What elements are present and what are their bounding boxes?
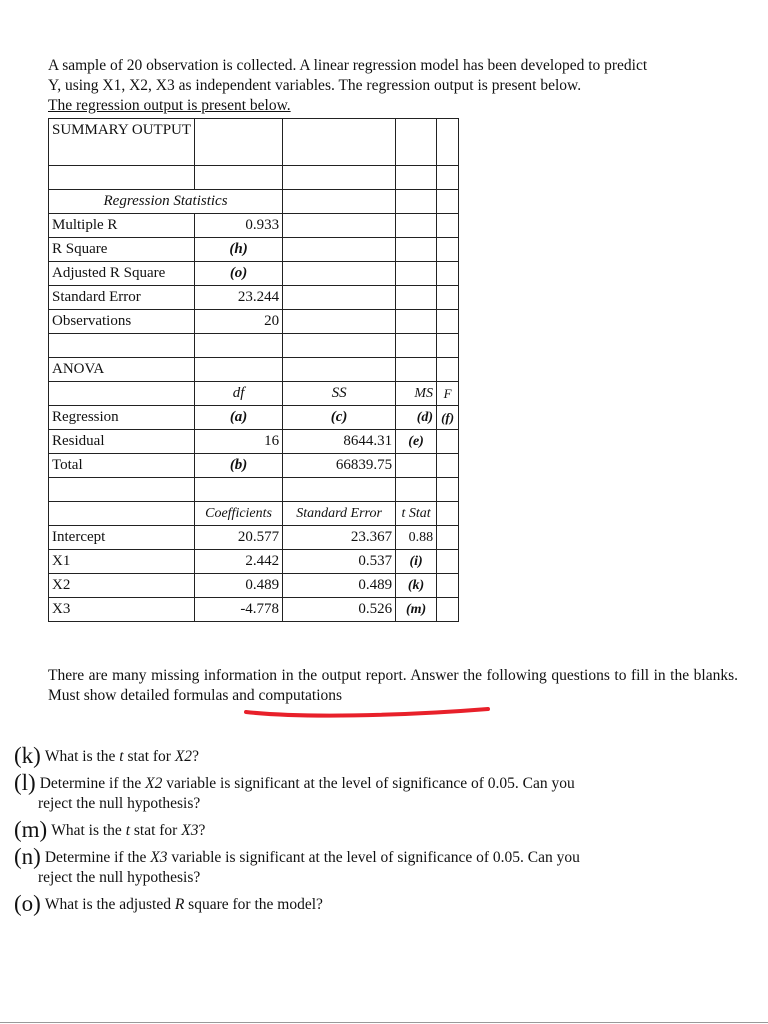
question-label: (l) xyxy=(14,770,36,795)
reg-stat-value: 20 xyxy=(195,310,283,334)
coef-t-stat: (i) xyxy=(396,550,437,574)
question-label: (m) xyxy=(14,817,48,842)
question-italic: X3 xyxy=(150,849,168,866)
anova-header-df: df xyxy=(195,382,283,406)
question-k xyxy=(14,743,734,768)
coef-t-stat: (k) xyxy=(396,574,437,598)
anova-row xyxy=(49,430,459,454)
question-list xyxy=(14,743,734,921)
instructions-text xyxy=(48,666,738,706)
summary-title: SUMMARY OUTPUT xyxy=(49,119,195,166)
coef-value: 0.489 xyxy=(195,574,283,598)
anova-row xyxy=(49,454,459,478)
question-text: ? xyxy=(198,822,206,839)
anova-title: ANOVA xyxy=(49,358,195,382)
regression-statistics-header: Regression Statistics xyxy=(49,190,283,214)
question-n xyxy=(14,844,734,888)
anova-df: (b) xyxy=(195,454,283,478)
question-label: (o) xyxy=(14,891,41,916)
reg-stat-label: Multiple R xyxy=(49,214,195,238)
anova-row-label: Regression xyxy=(49,406,195,430)
anova-ss: 8644.31 xyxy=(283,430,396,454)
intro-line-2: Y, using X1, X2, X3 as independent variables. The regression output is present below. xyxy=(48,77,582,94)
coef-se: 0.526 xyxy=(283,598,396,622)
question-text: stat for xyxy=(123,748,175,765)
coef-row-label: X3 xyxy=(49,598,195,622)
question-italic: X2 xyxy=(145,775,163,792)
reg-stat-row xyxy=(49,214,459,238)
instructions-emphasis: detailed formulas and computations xyxy=(120,687,343,704)
coef-header-t-stat: t Stat xyxy=(396,502,437,526)
coef-value: 20.577 xyxy=(195,526,283,550)
reg-stat-label: Standard Error xyxy=(49,286,195,310)
anova-header-ss: SS xyxy=(283,382,396,406)
intro-line-1: A sample of 20 observation is collected. A linear regression model has been developed to predict xyxy=(48,57,648,74)
intro-line-3: The regression output is present below. xyxy=(48,97,291,114)
question-text: What is the xyxy=(44,748,120,765)
coef-value: 2.442 xyxy=(195,550,283,574)
reg-stat-label: Observations xyxy=(49,310,195,334)
question-text: variable is significant at the level of significance of 0.05. Can you xyxy=(162,775,575,792)
coef-t-stat: (m) xyxy=(396,598,437,622)
anova-ss: 66839.75 xyxy=(283,454,396,478)
reg-stat-row xyxy=(49,286,459,310)
question-italic: t xyxy=(119,748,124,765)
coef-row-label: Intercept xyxy=(49,526,195,550)
coef-row xyxy=(49,550,459,574)
coef-header-standard-error: Standard Error xyxy=(283,502,396,526)
coef-row-label: X2 xyxy=(49,574,195,598)
reg-stat-label: R Square xyxy=(49,238,195,262)
anova-ss: (c) xyxy=(283,406,396,430)
coef-row-label: X1 xyxy=(49,550,195,574)
bottom-divider xyxy=(0,1022,768,1023)
question-label: (k) xyxy=(14,743,41,768)
coef-se: 0.537 xyxy=(283,550,396,574)
problem-intro xyxy=(48,56,738,116)
coef-row xyxy=(49,574,459,598)
reg-stat-value: (h) xyxy=(195,238,283,262)
question-text: Determine if the xyxy=(39,775,146,792)
reg-stat-value: (o) xyxy=(195,262,283,286)
coef-se: 0.489 xyxy=(283,574,396,598)
question-text: What is the adjusted xyxy=(44,896,175,913)
anova-row-label: Total xyxy=(49,454,195,478)
question-text: variable is significant at the level of significance of 0.05. Can you xyxy=(167,849,580,866)
question-label: (n) xyxy=(14,844,41,869)
reg-stat-row xyxy=(49,238,459,262)
anova-ms: (e) xyxy=(396,430,437,454)
question-text: stat for xyxy=(130,822,182,839)
question-text: ? xyxy=(192,748,199,765)
anova-row xyxy=(49,406,459,430)
question-o xyxy=(14,891,734,916)
anova-ms: (d) xyxy=(396,406,437,430)
question-italic: X2 xyxy=(174,748,193,765)
anova-row-label: Residual xyxy=(49,430,195,454)
question-m xyxy=(14,817,734,842)
anova-df: 16 xyxy=(195,430,283,454)
reg-stat-row xyxy=(49,262,459,286)
anova-f: (f) xyxy=(437,406,459,430)
reg-stat-value: 0.933 xyxy=(195,214,283,238)
question-text: square for the model? xyxy=(184,896,323,913)
question-continuation: reject the null hypothesis? xyxy=(38,869,201,886)
instructions-part-a: There are many missing information in the output report. Answer the following questions to fill in the blanks. Must show xyxy=(48,667,738,704)
coef-t-stat: 0.88 xyxy=(396,526,437,550)
anova-df: (a) xyxy=(195,406,283,430)
reg-stat-row xyxy=(49,310,459,334)
coef-row xyxy=(49,598,459,622)
question-l xyxy=(14,770,734,814)
reg-stat-value: 23.244 xyxy=(195,286,283,310)
anova-header-ms: MS xyxy=(396,382,437,406)
coef-row xyxy=(49,526,459,550)
anova-header-f: F xyxy=(437,382,459,406)
reg-stat-label: Adjusted R Square xyxy=(49,262,195,286)
question-italic: X3 xyxy=(181,822,199,839)
question-text: What is the xyxy=(51,822,126,839)
coef-se: 23.367 xyxy=(283,526,396,550)
question-italic: t xyxy=(125,822,130,839)
question-continuation: reject the null hypothesis? xyxy=(38,795,201,812)
question-italic: R xyxy=(174,896,185,913)
regression-output-table xyxy=(48,118,459,622)
question-text: Determine if the xyxy=(44,849,151,866)
coef-header-coefficients: Coefficients xyxy=(195,502,283,526)
coef-value: -4.778 xyxy=(195,598,283,622)
